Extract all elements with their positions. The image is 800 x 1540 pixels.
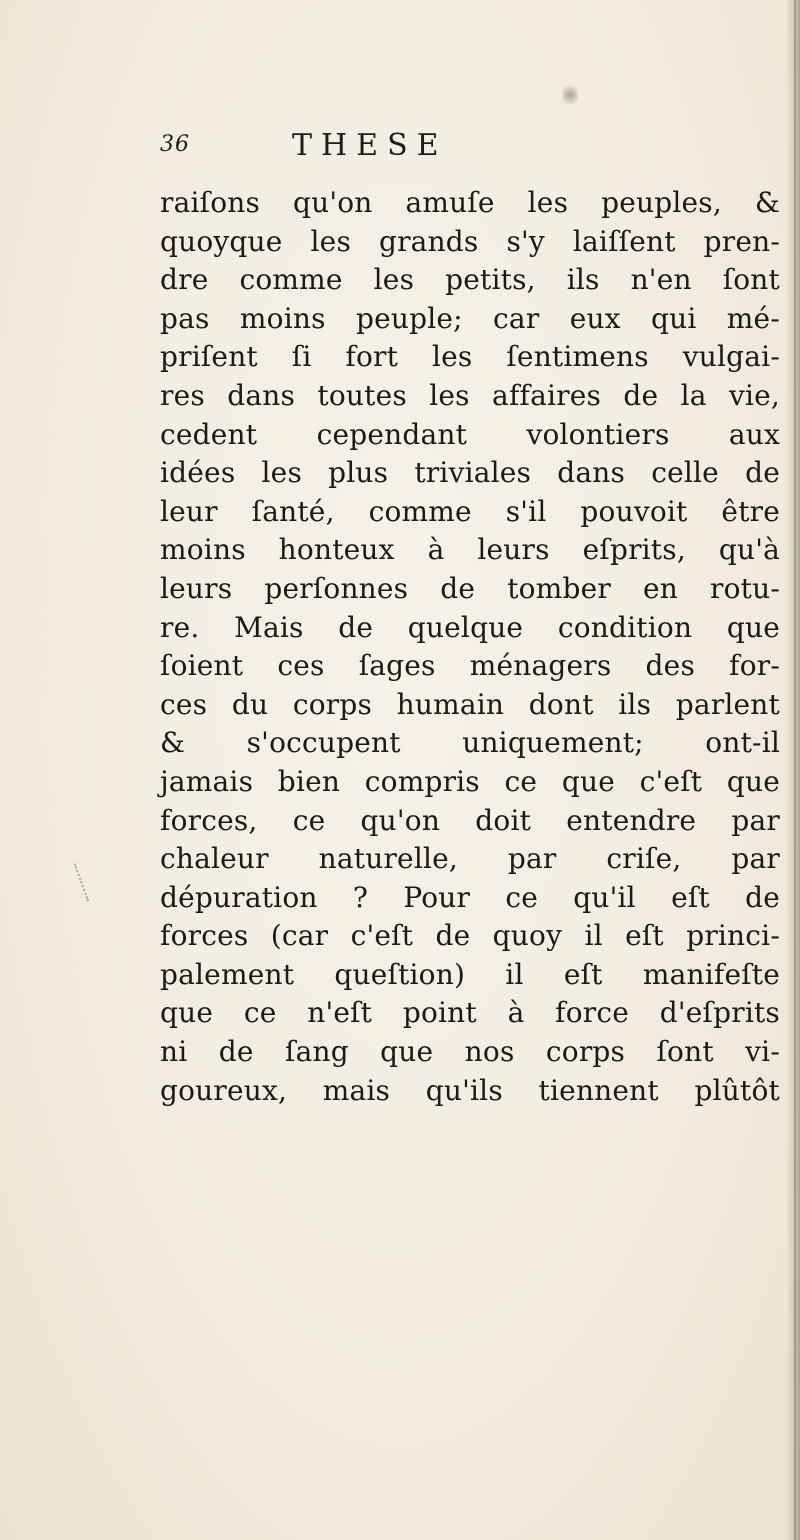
text-line: & s'occupent uniquement; ont-il [160,726,780,760]
text-line: re. Mais de quelque condition que [160,610,780,644]
text-line: quoyque les grands s'y laiſſent pren- [160,224,780,258]
text-line: pas moins peuple; car eux qui mé- [160,301,780,335]
text-line: leurs perſonnes de tomber en rotu- [160,571,780,605]
text-line: forces (car c'eſt de quoy il eſt princi- [160,919,780,953]
text-line: chaleur naturelle, par criſe, par [160,842,780,876]
text-line: cedent cependant volontiers aux [160,417,780,451]
page-header [160,128,760,168]
text-line: ſoient ces ſages ménagers des for- [160,649,780,683]
page-edge-line [794,0,796,1540]
text-line: priſent ſi fort les ſentimens vulgai- [160,340,780,374]
text-line: ni de ſang que nos corps ſont vi- [160,1035,780,1069]
margin-mark [74,858,103,901]
page-edge-shadow [786,0,800,1540]
text-line: jamais bien compris ce que c'eſt que [160,764,780,798]
text-line: ces du corps humain dont ils parlent [160,687,780,721]
text-line: dépuration ? Pour ce qu'il eſt de [160,880,780,914]
page-number: 36 [160,132,190,157]
text-line: moins honteux à leurs eſprits, qu'à [160,533,780,567]
text-line: dre comme les petits, ils n'en ſont [160,263,780,297]
ink-blot [562,82,578,108]
text-line: palement queſtion) il eſt manifeſte [160,957,780,991]
text-line: que ce n'eſt point à force d'eſprits [160,996,780,1030]
running-title: THESE [292,128,448,163]
text-line: idées les plus triviales dans celle de [160,456,780,490]
text-line: raiſons qu'on amuſe les peuples, & [160,186,780,219]
text-line: res dans toutes les affaires de la vie, [160,378,780,412]
text-line: leur ſanté, comme s'il pouvoit être [160,494,780,528]
text-line: forces, ce qu'on doit entendre par [160,803,780,837]
text-line: goureux, mais qu'ils tiennent plûtôt [160,1073,780,1107]
body-text [160,184,780,1110]
